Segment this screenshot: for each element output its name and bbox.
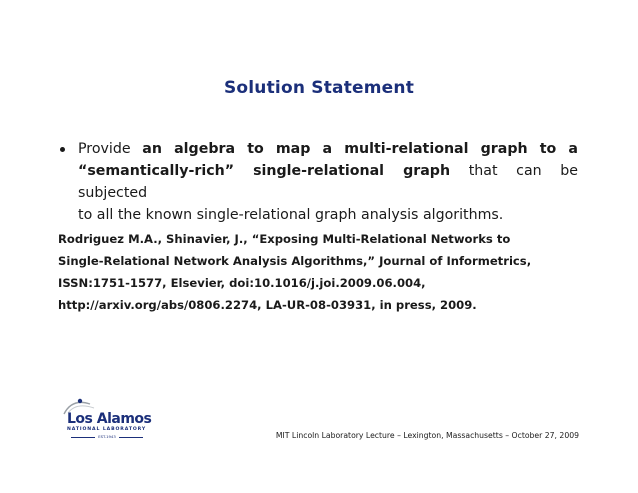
logo-subtitle: NATIONAL LABORATORY <box>67 427 147 432</box>
bullet-line-1 <box>78 138 578 160</box>
reference-line-3: ISSN:1751-1577, Elsevier, doi:10.1016/j.joi.2009.06.004, <box>58 276 426 290</box>
reference-line-1: Rodriguez M.A., Shinavier, J., “Exposing Multi-Relational Networks to <box>58 232 511 246</box>
bullet-line-2 <box>78 160 578 204</box>
los-alamos-logo <box>60 396 150 444</box>
reference-line-4: http://arxiv.org/abs/0806.2274, LA-UR-08-03931, in press, 2009. <box>58 298 477 312</box>
slide-title: Solution Statement <box>223 78 415 98</box>
bullet-text <box>78 138 578 226</box>
logo-established: EST.1943 <box>64 434 150 439</box>
reference-line-2: Single-Relational Network Analysis Algorithms,” Journal of Informetrics, <box>58 254 532 268</box>
bullet-line-1-bold: an algebra to map a multi-relational graph to a <box>142 141 578 157</box>
bullet-line-2-post: that can be subjected <box>78 163 578 201</box>
bullet-line-1-pre: Provide <box>78 141 143 157</box>
reference-block <box>58 228 598 316</box>
logo-name: Los Alamos <box>67 411 152 427</box>
bullet-line-3: to all the known single-relational graph analysis algorithms. <box>78 207 504 223</box>
bullet-line-2-bold: “semantically-rich” single-relational graph <box>78 163 451 179</box>
bullet-dot-icon <box>60 147 65 152</box>
footer-text: MIT Lincoln Laboratory Lecture – Lexington, Massachusetts – October 27, 2009 <box>275 431 579 440</box>
